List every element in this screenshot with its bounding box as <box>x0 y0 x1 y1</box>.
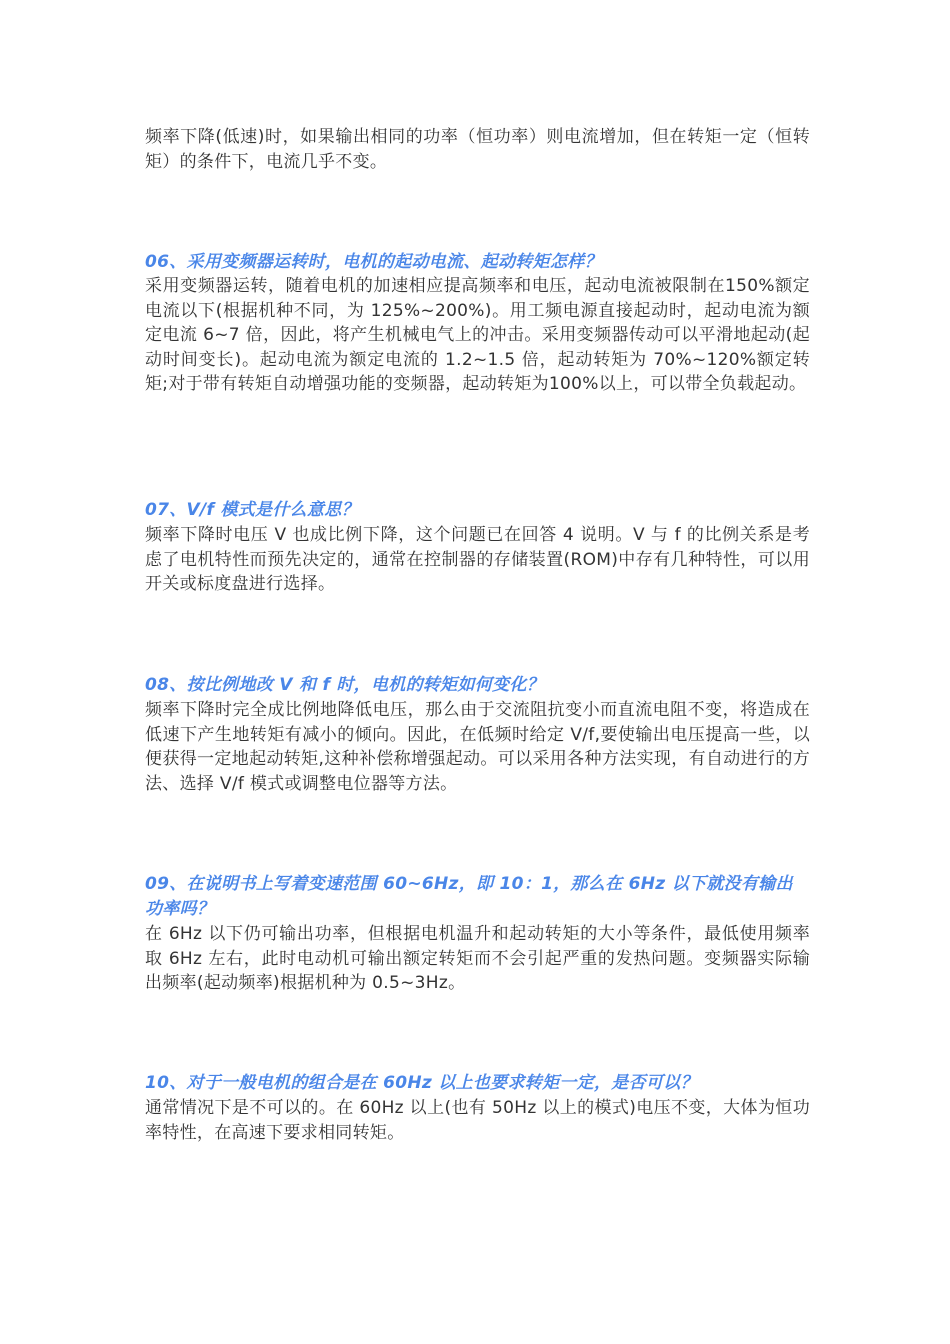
section-09-heading: 09、在说明书上写着变速范围 60~6Hz，即 10：1，那么在 6Hz 以下就没有输出功率吗？ <box>145 874 793 919</box>
section-07-body: 频率下降时电压 V 也成比例下降，这个问题已在回答 4 说明。V 与 f 的比例关系是考虑了电机特性而预先决定的，通常在控制器的存储装置(ROM)中存有几种特性，可以用开关或标度盘进行选择。 <box>145 525 810 594</box>
section-06-body: 采用变频器运转，随着电机的加速相应提高频率和电压，起动电流被限制在150%额定电流以下(根据机种不同，为 125%~200%)。用工频电源直接起动时，起动电流为额定电流 6~7 倍，因此，将产生机械电气上的冲击。采用变频器传动可以平滑地起动(起动时间变长)。起动电流为额定电流的 1.2~1.5 倍，起动转矩为 70%~120%额定转矩;对于带有转矩自动增强功能的变频器，起动转矩为100%以上，可以带全负载起动。 <box>145 276 810 394</box>
intro-paragraph: 频率下降(低速)时，如果输出相同的功率（恒功率）则电流增加，但在转矩一定（恒转矩）的条件下，电流几乎不变。 <box>145 127 810 172</box>
section-09-body: 在 6Hz 以下仍可输出功率，但根据电机温升和起动转矩的大小等条件，最低使用频率取 6Hz 左右，此时电动机可输出额定转矩而不会引起严重的发热问题。变频器实际输出频率(起动频率)根据机种为 0.5~3Hz。 <box>145 924 810 993</box>
section-10-heading: 10、对于一般电机的组合是在 60Hz 以上也要求转矩一定，是否可以？ <box>145 1073 698 1093</box>
section-10-body: 通常情况下是不可以的。在 60Hz 以上(也有 50Hz 以上的模式)电压不变，大体为恒功率特性，在高速下要求相同转矩。 <box>145 1098 810 1143</box>
section-06-heading: 06、采用变频器运转时，电机的起动电流、起动转矩怎样？ <box>145 252 602 272</box>
section-07-heading: 07、V/f 模式是什么意思？ <box>145 500 359 520</box>
section-08-heading: 08、按比例地改 V 和 f 时，电机的转矩如何变化？ <box>145 675 544 695</box>
section-08-body: 频率下降时完全成比例地降低电压，那么由于交流阻抗变小而直流电阻不变，将造成在低速下产生地转矩有减小的倾向。因此，在低频时给定 V/f,要使输出电压提高一些，以便获得一定地起动转矩,这种补偿称增强起动。可以采用各种方法实现，有自动进行的方法、选择 V/f 模式或调整电位器等方法。 <box>145 700 810 794</box>
